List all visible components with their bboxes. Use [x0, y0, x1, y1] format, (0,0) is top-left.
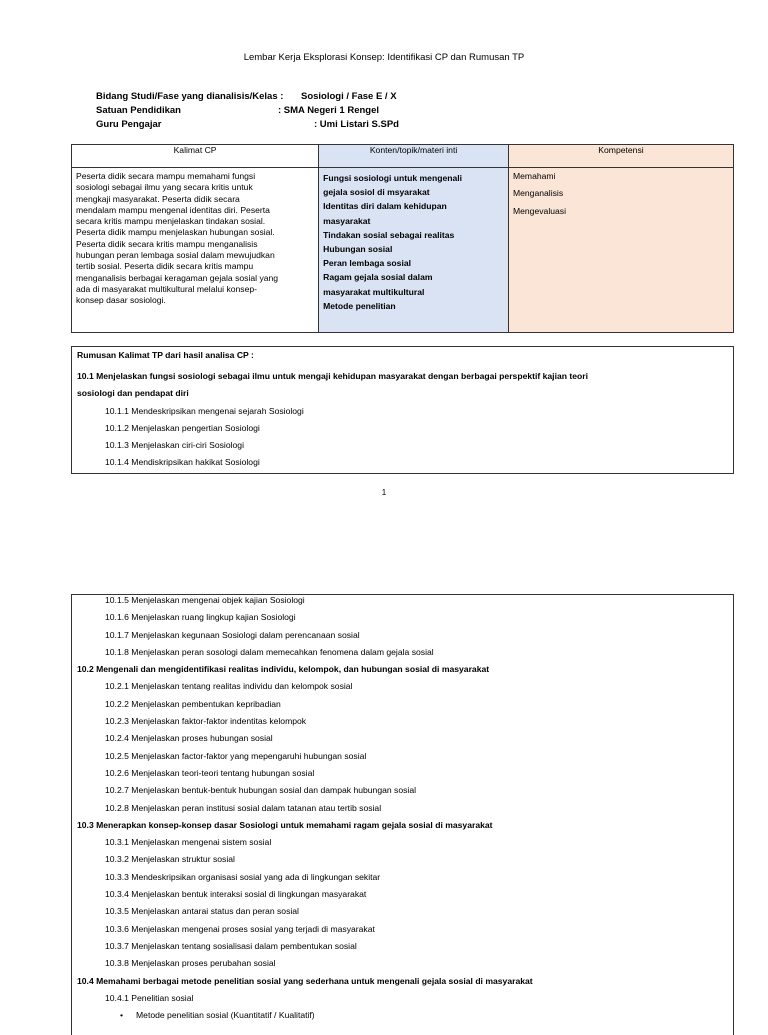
konten-line: Hubungan sosial [323, 244, 393, 255]
konten-line: Tindakan sosial sebagai realitas [323, 229, 455, 240]
tp-heading: Rumusan Kalimat TP dari hasil analisa CP : [77, 350, 254, 360]
cp-analysis-table [71, 144, 734, 333]
text-line: secara kritis mampu menjelaskan tindakan sosial. [76, 216, 266, 227]
tp-sub-item: 10.3.8 Menjelaskan proses perubahan sosial [105, 958, 276, 969]
tp-main-item: sosiologi dan pendapat diri [77, 388, 189, 399]
tp-main-item: 10.3 Menerapkan konsep-konsep dasar Sosiologi untuk memahami ragam gejala sosial di masyarakat [77, 819, 493, 830]
bullet-icon: • [120, 1010, 124, 1021]
konten-line: Fungsi sosiologi untuk mengenali [323, 173, 463, 183]
tp-sub-item: 10.2.5 Menjelaskan factor-faktor yang mepengaruhi hubungan sosial [105, 750, 367, 761]
konten-line: Peran lembaga sosial [323, 258, 411, 269]
tp-bullet-item [72, 1007, 733, 1024]
tp-sub-item: 10.1.4 Mendiskripsikan hakikat Sosiologi [105, 457, 260, 468]
konten-line: Identitas diri dalam kehidupan [323, 201, 447, 212]
konten-line: masyarakat multikultural [323, 286, 425, 297]
text-line: sosiologi sebagai ilmu yang secara kritis untuk [76, 182, 253, 193]
tp-sub-item: 10.1.2 Menjelaskan pengertian Sosiologi [105, 422, 260, 433]
page-number: 1 [381, 488, 387, 497]
tp-sub-item: 10.2.6 Menjelaskan teori-teori tentang hubungan sosial [105, 767, 315, 778]
tp-sub-item: 10.1.1 Mendeskripsikan mengenai sejarah Sosiologi [105, 405, 304, 416]
kompetensi-item: Mengevaluasi [512, 205, 566, 216]
text-line: menganalisis berbagai keragaman gejala sosial yang [76, 272, 279, 283]
kompetensi-item: Menganalisis [512, 188, 564, 199]
page-title: Lembar Kerja Eksplorasi Konsep: Identifikasi CP dan Rumusan TP [243, 52, 525, 63]
tp-sub-item: 10.1.6 Menjelaskan ruang lingkup kajian Sosiologi [105, 612, 296, 623]
tp-sub-item: 10.3.2 Menjelaskan struktur sosial [105, 854, 235, 865]
text-line: Peserta didik secara kritis mampu menganalisis [76, 238, 258, 249]
text-line: tertib sosial. Peserta didik secara kritis mampu [76, 261, 254, 272]
tp-sub-item: 10.3.6 Menjelaskan mengenai proses sosial yang terjadi di masyarakat [105, 923, 375, 934]
header-kompetensi: Kompetensi [508, 145, 733, 168]
konten-line: gejala sosiol di msyarakat [323, 187, 430, 198]
info-label: Bidang Studi/Fase yang dianalisis/Kelas : [96, 91, 284, 102]
text-line: konsep dasar sosiologi. [76, 295, 166, 306]
text-line: Peserta didik secara mampu memahami fungsi [76, 171, 256, 181]
tp-list [72, 368, 733, 472]
konten-line: Ragam gejala sosial dalam [323, 272, 433, 283]
tp-list [72, 592, 733, 1024]
info-value: : Umi Listari S.SPd [314, 119, 399, 130]
konten-line: Metode penelitian [323, 300, 396, 311]
info-value: : SMA Negeri 1 Rengel [278, 105, 380, 116]
table-header-row [72, 145, 734, 168]
konten-cell [319, 168, 509, 333]
tp-sub-item: 10.2.3 Menjelaskan faktor-faktor indentitas kelompok [105, 716, 307, 727]
tp-sub-item: 10.2.4 Menjelaskan proses hubungan sosial [105, 733, 273, 744]
tp-sub-item: 10.3.4 Menjelaskan bentuk interaksi sosial di lingkungan masyarakat [105, 889, 367, 900]
tp-sub-item: 10.2.8 Menjelaskan peran institusi sosial dalam tatanan atau tertib sosial [105, 802, 382, 813]
kompetensi-cell [508, 168, 733, 333]
text-line: mendalam mampu mengenal identitas diri. Peserta [76, 204, 270, 215]
header-kalimat-cp: Kalimat CP [72, 145, 319, 168]
tp-box-page-2 [71, 594, 734, 1035]
tp-sub-item: 10.1.5 Menjelaskan mengenai objek kajian Sosiologi [105, 595, 305, 605]
tp-sub-item: 10.3.5 Menjelaskan antarai status dan peran sosial [105, 906, 299, 917]
tp-sub-item: 10.1.3 Menjelaskan ciri-ciri Sosiologi [105, 440, 244, 451]
tp-main-item: 10.4 Memahami berbagai metode penelitian sosial yang sederhana untuk mengenali gejala sosial di masyarakat [77, 975, 533, 986]
table-row [72, 168, 734, 333]
text-line: hubungan peran lembaga sosial dalam mewujudkan [76, 250, 275, 261]
info-value: Sosiologi / Fase E / X [301, 91, 397, 102]
tp-sub-item: 10.3.1 Menjelaskan mengenai sistem sosial [105, 837, 272, 848]
tp-bullet-text: Metode penelitian sosial (Kuantitatif / Kualitatif) [136, 1010, 315, 1021]
text-line: ada di masyarakat multikultural melalui konsep- [76, 283, 258, 294]
tp-sub-item: 10.3.7 Menjelaskan tentang sosialisasi dalam pembentukan sosial [105, 940, 357, 951]
tp-box-page-1 [71, 346, 734, 474]
tp-main-item: 10.1 Menjelaskan fungsi sosiologi sebagai ilmu untuk mengaji kehidupan masyarakat dengan berbagai perspektif kajian teori [77, 371, 589, 381]
tp-sub-item: 10.2.7 Menjelaskan bentuk-bentuk hubungan sosial dan dampak hubungan sosial [105, 785, 417, 796]
info-label: Satuan Pendidikan [96, 105, 181, 116]
kalimat-cp-cell [72, 168, 319, 333]
header-konten: Konten/topik/materi inti [319, 145, 509, 168]
tp-sub-item: 10.3.3 Mendeskripsikan organisasi sosial yang ada di lingkungan sekitar [105, 871, 381, 882]
kompetensi-item: Memahami [512, 171, 556, 181]
tp-sub-item: 10.1.8 Menjelaskan peran sosologi dalam memecahkan fenomena dalam gejala sosial [105, 646, 434, 657]
tp-main-item: 10.2 Mengenali dan mengidentifikasi realitas individu, kelompok, dan hubungan sosial di masyarakat [77, 664, 490, 675]
info-label: Guru Pengajar [96, 119, 162, 130]
tp-sub-item: 10.4.1 Penelitian sosial [105, 992, 194, 1003]
text-line: Peserta didik mampu menjelaskan hubungan sosial. [76, 227, 275, 238]
tp-sub-item: 10.2.2 Menjelaskan pembentukan kepribadian [105, 698, 281, 709]
tp-sub-item: 10.2.1 Menjelaskan tentang realitas individu dan kelompok sosial [105, 681, 353, 692]
tp-sub-item: 10.1.7 Menjelaskan kegunaan Sosiologi dalam perencanaan sosial [105, 629, 360, 640]
text-line: mengkaji masyarakat. Peserta didik secara [76, 193, 240, 204]
konten-line: masyarakat [323, 215, 371, 226]
